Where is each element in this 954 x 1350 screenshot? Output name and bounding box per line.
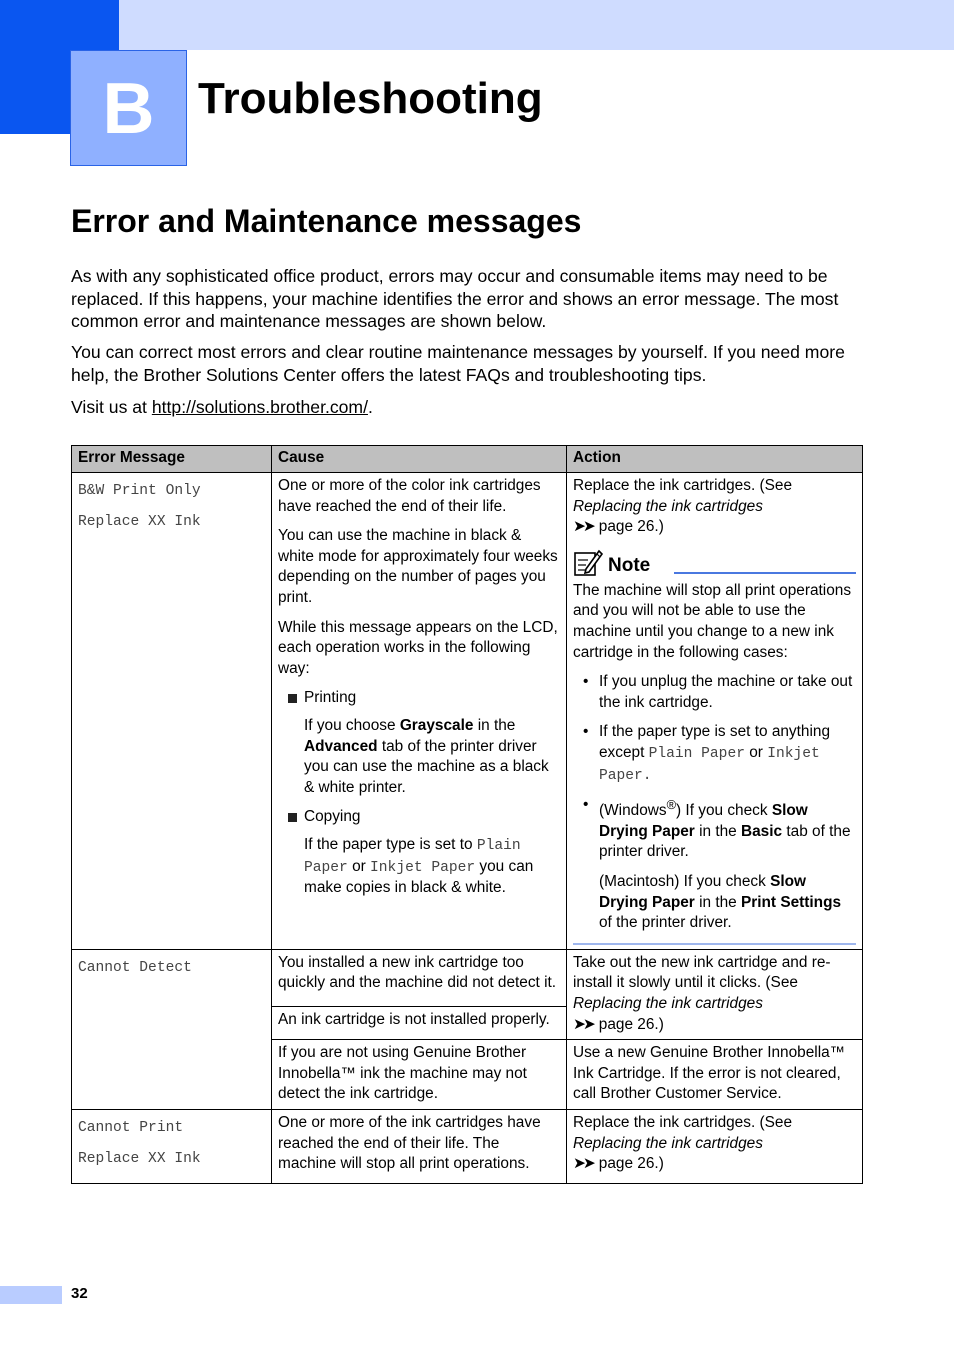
cause-text: One or more of the ink cartridges have reached the end of their life. The machine will stop all print operations.: [278, 1113, 541, 1173]
cross-reference[interactable]: Replacing the ink cartridges: [573, 497, 763, 515]
bullet-icon: •: [583, 723, 589, 741]
note-bottom-divider: [573, 943, 856, 945]
double-arrow-icon: ➤➤: [573, 518, 593, 536]
cross-reference[interactable]: Replacing the ink cartridges: [573, 1134, 763, 1152]
printing-detail: If you choose Grayscale in the Advanced tab of the printer driver you can use the machine as a black & white printer.: [304, 716, 549, 796]
action-cell: [567, 949, 863, 1039]
square-bullet-icon: [288, 813, 297, 822]
note-header: [573, 547, 856, 577]
note-pencil-icon: [573, 547, 603, 577]
list-item: • If the paper type is set to anything except Plain Paper or Inkjet Paper.: [583, 723, 831, 784]
table-row: [72, 473, 863, 950]
action-cell: [567, 473, 863, 950]
action-text: Use a new Genuine Brother Innobella™ Ink Cartridge. If the error is not cleared, call Brother Customer Service.: [573, 1044, 846, 1103]
column-header-error-message: Error Message: [72, 446, 272, 473]
list-item-printing: Printing: [278, 688, 560, 709]
action-cell: [567, 1040, 863, 1110]
intro-paragraph-3: Visit us at http://solutions.brother.com/.: [71, 397, 373, 417]
bullet-icon: •: [583, 673, 589, 691]
note-label: Note: [608, 555, 651, 577]
cause-cell: [272, 1006, 567, 1039]
cross-reference[interactable]: Replacing the ink cartridges: [573, 995, 763, 1012]
square-bullet-icon: [288, 694, 297, 703]
column-header-cause: Cause: [272, 446, 567, 473]
bullet-icon: •: [583, 796, 589, 814]
cause-text: While this message appears on the LCD, each operation works in the following way:: [278, 618, 558, 677]
note-divider: [674, 572, 856, 574]
error-code: Replace XX Ink: [78, 513, 201, 530]
table-row: [72, 949, 863, 1006]
list-item: • If you unplug the machine or take out the ink cartridge.: [583, 673, 853, 711]
error-message-cell: [72, 473, 272, 950]
error-code: B&W Print Only: [78, 483, 201, 499]
cause-text: You can use the machine in black & white mode for approximately four weeks depending on the number of pages you print.: [278, 527, 558, 606]
action-text: Replace the ink cartridges. (See Replacing the ink cartridges ➤➤ page 26.): [573, 477, 793, 536]
action-text: Replace the ink cartridges. (See Replacing the ink cartridges ➤➤ page 26.): [573, 1113, 793, 1173]
list-item: • (Windows®) If you check Slow Drying Paper in the Basic tab of the printer driver.: [583, 796, 851, 861]
cause-text: One or more of the color ink cartridges have reached the end of their life.: [278, 477, 541, 515]
cause-text: An ink cartridge is not installed properly.: [278, 1010, 550, 1028]
cause-cell: [272, 1109, 567, 1183]
header-band: [0, 0, 954, 50]
footer-bar: [0, 1286, 62, 1304]
error-code: Replace XX Ink: [78, 1150, 201, 1167]
section-title: Error and Maintenance messages: [71, 203, 582, 239]
macintosh-detail: (Macintosh) If you check Slow Drying Paper in the Print Settings of the printer driver.: [599, 873, 842, 932]
cause-cell: [272, 473, 567, 950]
table-row: [72, 1109, 863, 1183]
note-text: The machine will stop all print operations and you will not be able to use the machine until you change to a new ink cartridge in the following cases:: [573, 581, 852, 661]
table-header-row: [72, 446, 863, 473]
cause-text: You installed a new ink cartridge too quickly and the machine did not detect it.: [278, 953, 557, 992]
error-message-cell: [72, 1109, 272, 1183]
page-number: 32: [71, 1285, 88, 1302]
chapter-letter: B: [70, 50, 187, 166]
list-item-copying: Copying: [278, 807, 560, 828]
chapter-title: Troubleshooting: [198, 74, 543, 123]
intro-paragraph-1: As with any sophisticated office product, errors may occur and consumable items may need to be replaced. If this happens, your machine identifies the error and shows an error message. The most common error and maintenance messages are shown below.: [71, 266, 839, 332]
cause-text: If you are not using Genuine Brother Innobella™ ink the machine may not detect the ink cartridge.: [278, 1044, 527, 1103]
error-code: Cannot Print: [78, 1119, 184, 1136]
cause-cell: [272, 949, 567, 1006]
action-text: Take out the new ink cartridge and re-install it slowly until it clicks. (See Replacing the ink cartridges ➤➤ page 26.): [573, 953, 831, 1033]
error-message-table: [71, 445, 863, 1184]
cause-cell: [272, 1040, 567, 1110]
copying-detail: If the paper type is set to Plain Paper or Inkjet Paper you can make copies in black & white.: [304, 835, 534, 897]
intro-paragraph-2: You can correct most errors and clear routine maintenance messages by yourself. If you need more help, the Brother Solutions Center offers the latest FAQs and troubleshooting tips.: [71, 342, 845, 385]
double-arrow-icon: ➤➤: [573, 1015, 593, 1033]
double-arrow-icon: ➤➤: [573, 1155, 593, 1173]
column-header-action: Action: [567, 446, 863, 473]
solutions-link[interactable]: http://solutions.brother.com/: [151, 397, 368, 417]
error-message-cell: [72, 949, 272, 1109]
action-cell: [567, 1109, 863, 1183]
error-code: Cannot Detect: [78, 959, 192, 976]
